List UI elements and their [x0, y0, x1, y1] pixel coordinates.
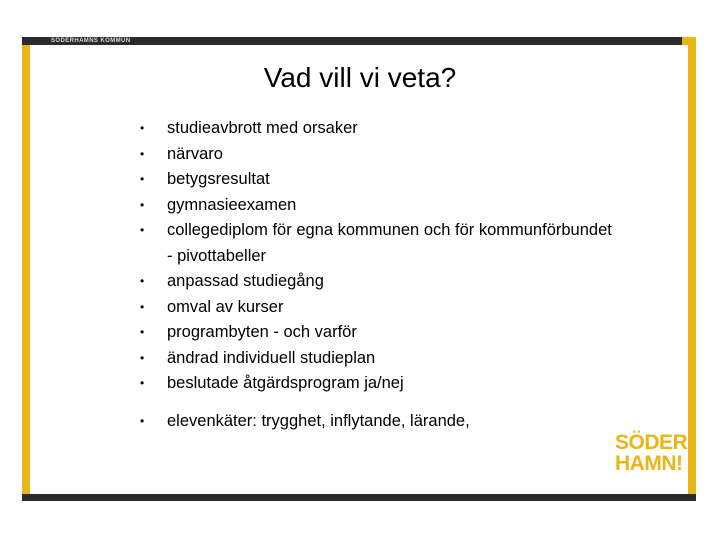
bullet-dot-icon: • [140, 350, 145, 365]
bullet-dot-icon: • [140, 376, 145, 390]
header-accent [682, 37, 696, 45]
bullet-text: gymnasieexamen [167, 195, 297, 214]
bullet-text: elevenkäter: trygghet, inflytande, lärande, [167, 411, 470, 430]
left-border [22, 45, 30, 495]
bullet-text: omval av kurser [167, 297, 284, 316]
bullet-dot-icon: • [140, 172, 145, 186]
logo-line-1: SÖDER [615, 431, 688, 454]
bullet-dot-icon: • [140, 413, 145, 428]
bullet-item [140, 320, 612, 346]
bullet-dot-icon: • [140, 146, 145, 161]
header-bar [22, 37, 696, 45]
bullet-item [140, 193, 612, 219]
bullet-dot-icon: • [140, 325, 145, 339]
bullet-dot-icon: • [140, 197, 145, 212]
bullet-text: betygsresultat [167, 170, 270, 188]
bullet-item [140, 218, 612, 269]
bullet-item [140, 409, 612, 435]
bullet-item [140, 142, 612, 168]
bullet-list [140, 116, 612, 434]
bullet-dot-icon: • [140, 299, 145, 314]
org-name-label: SÖDERHAMNS KOMMUN [51, 38, 131, 44]
bullet-continuation: - pivottabeller [167, 246, 267, 265]
soderhamn-logo [615, 431, 688, 475]
bullet-dot-icon: • [140, 223, 145, 237]
bullet-item [140, 269, 612, 295]
bullet-item [140, 116, 612, 142]
bullet-item [140, 295, 612, 321]
bullet-item [140, 371, 612, 397]
bullet-text: collegediplom för egna kommunen och för kommunförbundet [167, 221, 612, 239]
bullet-text: programbyten - och varför [167, 323, 357, 341]
bullet-dot-icon: • [140, 121, 145, 135]
slide-title: Vad vill vi veta? [263, 62, 457, 93]
bullet-text: beslutade åtgärdsprogram ja/nej [167, 374, 404, 392]
right-border [688, 45, 696, 495]
bullet-item [140, 167, 612, 193]
bullet-dot-icon: • [140, 274, 145, 288]
bullet-text: studieavbrott med orsaker [167, 119, 358, 137]
logo-line-2: HAMN! [615, 452, 683, 475]
bullet-item [140, 346, 612, 372]
bullet-text: ändrad individuell studieplan [167, 348, 376, 367]
bullet-text: närvaro [167, 144, 223, 163]
footer-bar [22, 494, 696, 501]
bullet-text: anpassad studiegång [167, 272, 324, 290]
